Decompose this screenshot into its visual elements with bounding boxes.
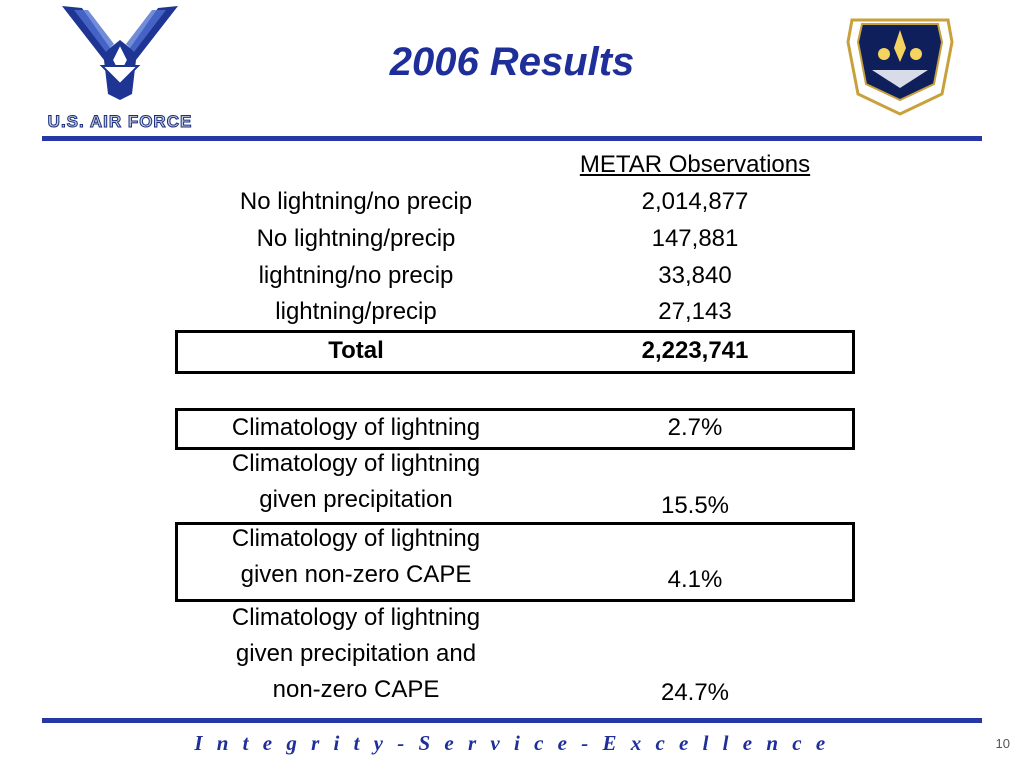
climatology-label: Climatology of lightning bbox=[231, 414, 481, 441]
label-line: non-zero CAPE bbox=[272, 676, 440, 703]
label-line: given non-zero CAPE bbox=[240, 561, 472, 588]
climatology-label bbox=[186, 446, 526, 518]
climatology-label bbox=[186, 521, 526, 593]
weather-agency-seal bbox=[842, 14, 958, 118]
label-line: given precipitation bbox=[259, 486, 453, 513]
row-value: 27,143 bbox=[658, 298, 732, 325]
column-header-metar: METAR Observations bbox=[579, 151, 811, 178]
row-value: 2,014,877 bbox=[641, 188, 749, 215]
climatology-value: 15.5% bbox=[660, 492, 730, 519]
row-value: 147,881 bbox=[651, 225, 739, 252]
total-label: Total bbox=[328, 337, 384, 364]
climatology-value: 4.1% bbox=[667, 566, 723, 593]
air-force-wordmark: U.S. AIR FORCE bbox=[47, 112, 193, 131]
climatology-label bbox=[186, 600, 526, 708]
slide-title: 2006 Results bbox=[389, 40, 635, 84]
row-label: No lightning/no precip bbox=[239, 188, 473, 215]
climatology-value: 2.7% bbox=[667, 414, 723, 441]
row-value: 33,840 bbox=[658, 262, 732, 289]
page-number: 10 bbox=[995, 736, 1010, 751]
label-line: Climatology of lightning bbox=[231, 604, 481, 631]
agency-shield-icon bbox=[842, 14, 958, 118]
label-line: given precipitation and bbox=[235, 640, 477, 667]
row-label: lightning/no precip bbox=[258, 262, 454, 289]
row-label: No lightning/precip bbox=[256, 225, 456, 252]
label-line: Climatology of lightning bbox=[231, 525, 481, 552]
total-value: 2,223,741 bbox=[641, 337, 749, 364]
bottom-divider bbox=[42, 718, 982, 723]
climatology-value: 24.7% bbox=[660, 679, 730, 706]
top-divider bbox=[42, 136, 982, 141]
label-line: Climatology of lightning bbox=[231, 450, 481, 477]
footer-motto: I n t e g r i t y - S e r v i c e - E x c e l l e n c e bbox=[194, 731, 830, 755]
row-label: lightning/precip bbox=[275, 298, 437, 325]
